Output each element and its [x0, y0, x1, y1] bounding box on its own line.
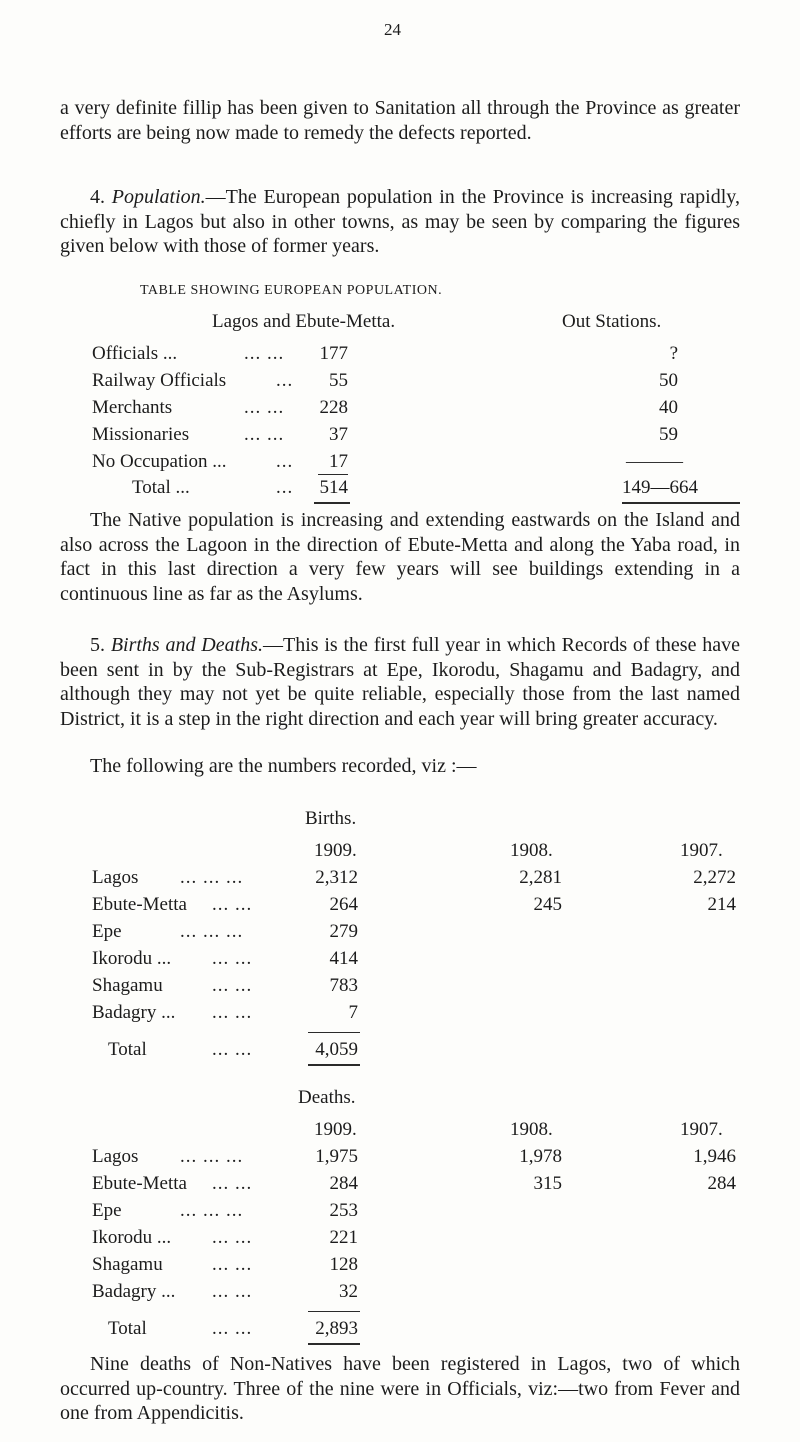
table-row-label: Epe — [92, 921, 122, 942]
table-cell-1909: 414 — [329, 948, 358, 969]
native-population-paragraph: The Native population is increasing and extending eastwards on the Island and also across the Lagoon in the direction of Ebute-Metta and along the Yaba road, in fact in this last direction a very few years will see buildings extending in a continuous line as far as the Asylums. — [60, 509, 740, 605]
total-out-stations: 149—664 — [622, 477, 698, 498]
intro-paragraph: a very definite fillip has been given to Sanitation all through the Province as greater efforts are being now made to remedy the defects reported. — [60, 97, 740, 144]
table-row-label: Railway Officials — [92, 370, 227, 391]
section-text: —This is the first full year in which Records of these have been sent in by the Sub-Registrars at Epe, Ikorodu, Shagamu and Badagry, and although they may not yet be quite reliable, especially those from the last named District, it is a step in the right direction and each year will bring greater accuracy. — [60, 634, 741, 730]
column-header-lagos: Lagos and Ebute-Metta. — [212, 311, 396, 332]
table-cell-out: ? — [669, 343, 678, 364]
table-cell-1909: 279 — [329, 921, 358, 942]
leader-dots: ... ... — [212, 894, 253, 915]
deaths-total: 2,893 — [315, 1318, 358, 1339]
table-title: TABLE SHOWING EUROPEAN POPULATION. — [140, 283, 443, 298]
table-cell-1907: 1,946 — [693, 1146, 736, 1167]
table-cell-1909: 7 — [348, 1002, 358, 1023]
year-header: 1907. — [680, 1119, 723, 1140]
births-deaths-paragraph — [60, 633, 740, 731]
table-cell-1909: 783 — [329, 975, 358, 996]
table-cell-1909: 2,312 — [315, 867, 358, 888]
table-row-label: Ebute-Metta — [92, 894, 187, 915]
table-row-label: Badagry ... — [92, 1002, 176, 1023]
deaths-total-rule-top — [308, 1311, 360, 1312]
births-total: 4,059 — [315, 1039, 358, 1060]
section-number: 4. — [90, 186, 105, 208]
leader-dots: ... ... — [212, 1254, 253, 1275]
table-cell-lagos: 177 — [319, 343, 348, 364]
leader-dots: ... ... ... — [180, 867, 244, 888]
leader-dots: ... ... ... — [180, 1146, 244, 1167]
total-rule-bottom — [622, 502, 740, 504]
table-cell-1909: 264 — [329, 894, 358, 915]
table-row-label: Officials ... — [92, 343, 178, 364]
table-cell-out: 50 — [659, 370, 678, 391]
table-cell-out: 40 — [659, 397, 678, 418]
total-label: Total — [108, 1039, 147, 1060]
births-title: Births. — [305, 808, 357, 829]
leader-dots: ... ... — [212, 1002, 253, 1023]
table-cell-lagos: 37 — [329, 424, 348, 445]
table-cell-out: 59 — [659, 424, 678, 445]
leader-dots: ... — [276, 477, 294, 498]
year-header: 1908. — [510, 1119, 553, 1140]
leader-dots: ... ... — [244, 424, 285, 445]
table-cell-1907: 214 — [707, 894, 736, 915]
year-header: 1909. — [314, 1119, 357, 1140]
column-header-out-stations: Out Stations. — [562, 311, 662, 332]
table-cell-1908: 315 — [533, 1173, 562, 1194]
table-row-label: Merchants — [92, 397, 173, 418]
total-rule-bottom — [314, 502, 350, 504]
table-cell-1908: 2,281 — [519, 867, 562, 888]
section-number: 5. — [90, 634, 105, 656]
leader-dots: ... — [276, 451, 294, 472]
table-row-label: Badagry ... — [92, 1281, 176, 1302]
table-cell-1907: 284 — [707, 1173, 736, 1194]
table-row-label: Missionaries — [92, 424, 190, 445]
table-cell-1907: 2,272 — [693, 867, 736, 888]
leader-dots: ... ... — [212, 1173, 253, 1194]
leader-dots: ... ... — [212, 975, 253, 996]
births-total-rule-top — [308, 1032, 360, 1033]
total-rule-top — [318, 474, 348, 475]
year-header: 1909. — [314, 840, 357, 861]
section-title: Population. — [111, 186, 206, 208]
leader-dots: ... ... — [212, 1281, 253, 1302]
table-row-label: Ebute-Metta — [92, 1173, 187, 1194]
table-row-label: No Occupation ... — [92, 451, 227, 472]
table-cell-1909: 32 — [339, 1281, 358, 1302]
table-cell-out: ——— — [626, 451, 683, 472]
table-cell-1909: 284 — [329, 1173, 358, 1194]
year-header: 1907. — [680, 840, 723, 861]
leader-dots: ... ... — [244, 343, 285, 364]
section-text: —The European population in the Province is increasing rapidly, chiefly in Lagos but also in other towns, as may be seen by comparing the figures given below with those of former years. — [60, 186, 741, 257]
following-line: The following are the numbers recorded, viz :— — [90, 755, 477, 777]
leader-dots: ... — [276, 370, 294, 391]
table-row-label: Ikorodu ... — [92, 948, 172, 969]
births-total-rule-bottom — [308, 1064, 360, 1066]
table-cell-1909: 253 — [329, 1200, 358, 1221]
table-row-label: Ikorodu ... — [92, 1227, 172, 1248]
leader-dots: ... ... — [244, 397, 285, 418]
table-row-label: Lagos — [92, 867, 139, 888]
section-title: Births and Deaths. — [110, 634, 263, 656]
table-cell-1909: 1,975 — [315, 1146, 358, 1167]
leader-dots: ... ... ... — [180, 921, 244, 942]
total-lagos: 514 — [319, 477, 348, 498]
table-cell-lagos: 228 — [319, 397, 348, 418]
table-row-label: Shagamu — [92, 1254, 163, 1275]
closing-paragraph: Nine deaths of Non-Natives have been registered in Lagos, two of which occurred up-country. Three of the nine were in Officials, viz:—two from Fever and one from Appendicitis. — [60, 1353, 740, 1424]
leader-dots: ... ... ... — [180, 1200, 244, 1221]
deaths-title: Deaths. — [298, 1087, 356, 1108]
leader-dots: ... ... — [212, 948, 253, 969]
table-row-label: Epe — [92, 1200, 122, 1221]
table-row-label: Shagamu — [92, 975, 163, 996]
total-label: Total — [108, 1318, 147, 1339]
table-cell-1908: 1,978 — [519, 1146, 562, 1167]
table-cell-1909: 128 — [329, 1254, 358, 1275]
total-label: Total ... — [132, 477, 190, 498]
year-header: 1908. — [510, 840, 553, 861]
leader-dots: ... ... — [212, 1039, 253, 1060]
table-cell-lagos: 17 — [329, 451, 348, 472]
table-cell-lagos: 55 — [329, 370, 348, 391]
leader-dots: ... ... — [212, 1318, 253, 1339]
table-row-label: Lagos — [92, 1146, 139, 1167]
page-number: 24 — [384, 20, 401, 39]
leader-dots: ... ... — [212, 1227, 253, 1248]
table-cell-1908: 245 — [533, 894, 562, 915]
population-paragraph — [60, 185, 740, 259]
deaths-total-rule-bottom — [308, 1343, 360, 1345]
table-cell-1909: 221 — [329, 1227, 358, 1248]
